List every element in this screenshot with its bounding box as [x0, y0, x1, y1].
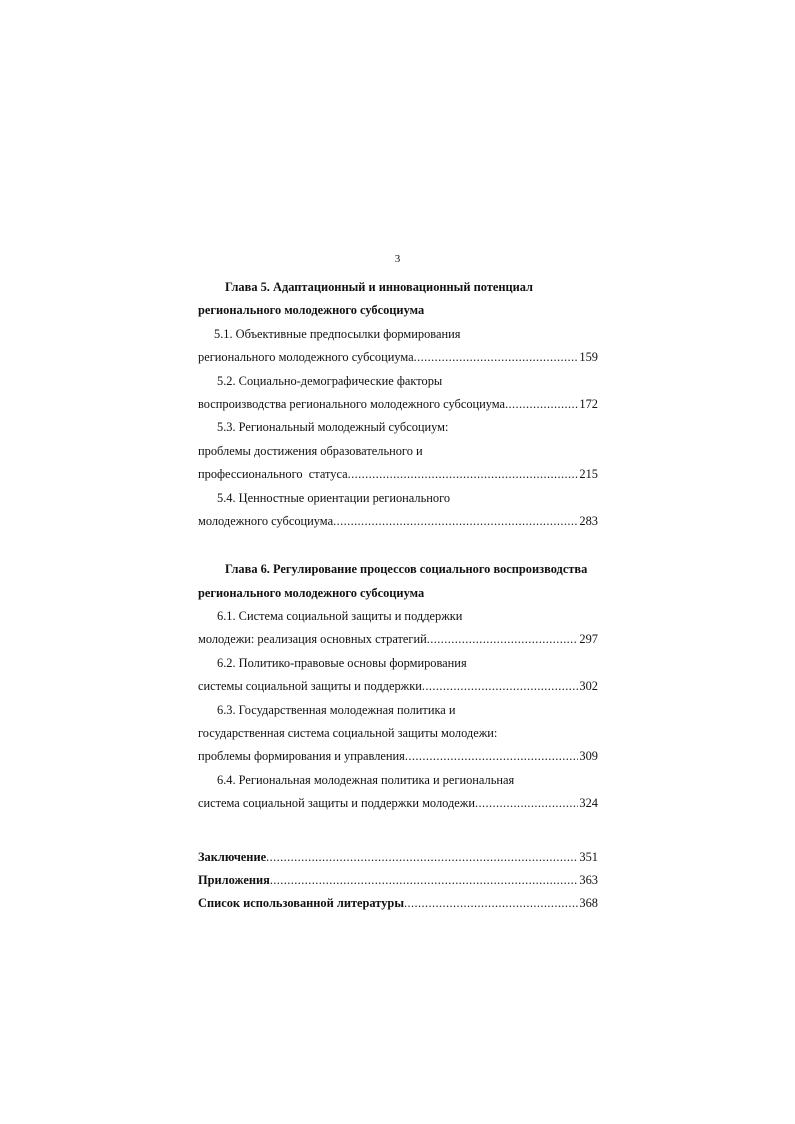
section-6-1-entry[interactable]: [198, 628, 598, 651]
spacer: [198, 816, 598, 846]
dot-leader: [405, 745, 579, 768]
section-6-4-page: 324: [579, 796, 598, 811]
bibliography-page: 368: [579, 896, 598, 911]
section-6-2-entry[interactable]: [198, 675, 598, 698]
section-5-2-title: воспроизводства регионального молодежного субсоциума: [198, 396, 506, 411]
bibliography-entry[interactable]: [198, 892, 598, 915]
dot-leader: [414, 346, 579, 369]
chapter-6-title-line-2: регионального молодежного субсоциума: [198, 585, 425, 600]
section-5-4-page: 283: [579, 513, 598, 528]
section-6-4-title: система социальной защиты и поддержки молодежи: [198, 796, 475, 811]
bibliography-title: Список использованной литературы: [198, 896, 404, 911]
section-6-3-title: проблемы формирования и управления: [198, 749, 405, 764]
section-6-4-line-1: 6.4. Региональная молодежная политика и региональная: [217, 772, 515, 787]
section-6-2-page: 302: [579, 679, 598, 694]
section-6-2-title: системы социальной защиты и поддержки: [198, 679, 422, 694]
section-5-1-page: 159: [579, 350, 598, 365]
appendices-page: 363: [579, 872, 598, 887]
section-5-3-line-2: проблемы достижения образовательного и: [198, 443, 423, 458]
section-5-3-page: 215: [579, 467, 598, 482]
table-of-contents: [198, 276, 598, 916]
dot-leader: [422, 675, 579, 698]
section-5-3-title: профессионального статуса: [198, 467, 348, 482]
section-5-2-entry[interactable]: [198, 393, 598, 416]
section-6-1-line-1: 6.1. Система социальной защиты и поддержки: [217, 609, 463, 624]
dot-leader: [404, 892, 578, 915]
section-5-3-entry[interactable]: [198, 463, 598, 486]
section-5-1-title: регионального молодежного субсоциума: [198, 350, 414, 365]
section-5-4-title: молодежного субсоциума: [198, 513, 334, 528]
dot-leader: [427, 628, 579, 651]
spacer: [198, 533, 598, 558]
conclusion-page: 351: [579, 849, 598, 864]
section-5-3-line-1: 5.3. Региональный молодежный субсоциум:: [217, 420, 449, 435]
dot-leader: [475, 792, 578, 815]
section-5-1-line-1: 5.1. Объективные предпосылки формирования: [214, 326, 461, 341]
chapter-5-title-line-2: регионального молодежного субсоциума: [198, 303, 425, 318]
section-6-3-entry[interactable]: [198, 745, 598, 768]
dot-leader: [266, 846, 578, 869]
section-6-4-entry[interactable]: [198, 792, 598, 815]
conclusion-entry[interactable]: [198, 846, 598, 869]
dot-leader: [505, 393, 578, 416]
section-5-2-line-1: 5.2. Социально-демографические факторы: [217, 373, 443, 388]
section-5-4-line-1: 5.4. Ценностные ориентации регионального: [217, 490, 451, 505]
appendices-title: Приложения: [198, 872, 270, 887]
section-5-4-entry[interactable]: [198, 510, 598, 533]
chapter-5-title-line-1: Глава 5. Адаптационный и инновационный потенциал: [225, 280, 534, 294]
section-6-1-page: 297: [579, 632, 598, 647]
appendices-entry[interactable]: [198, 869, 598, 892]
dot-leader: [270, 869, 579, 892]
section-6-3-line-1: 6.3. Государственная молодежная политика и: [217, 702, 456, 717]
conclusion-title: Заключение: [198, 849, 267, 864]
section-5-2-page: 172: [579, 396, 598, 411]
dot-leader: [333, 510, 578, 533]
section-6-2-line-1: 6.2. Политико-правовые основы формирования: [217, 655, 467, 670]
chapter-6-title-line-1: Глава 6. Регулирование процессов социального воспроизводства: [225, 562, 588, 577]
page-number: 3: [394, 253, 401, 265]
section-6-3-page: 309: [579, 749, 598, 764]
section-5-1-entry[interactable]: [198, 346, 598, 369]
dot-leader: [348, 463, 579, 486]
section-6-1-title: молодежи: реализация основных стратегий: [198, 632, 427, 647]
section-6-3-line-2: государственная система социальной защиты молодежи:: [198, 726, 498, 741]
